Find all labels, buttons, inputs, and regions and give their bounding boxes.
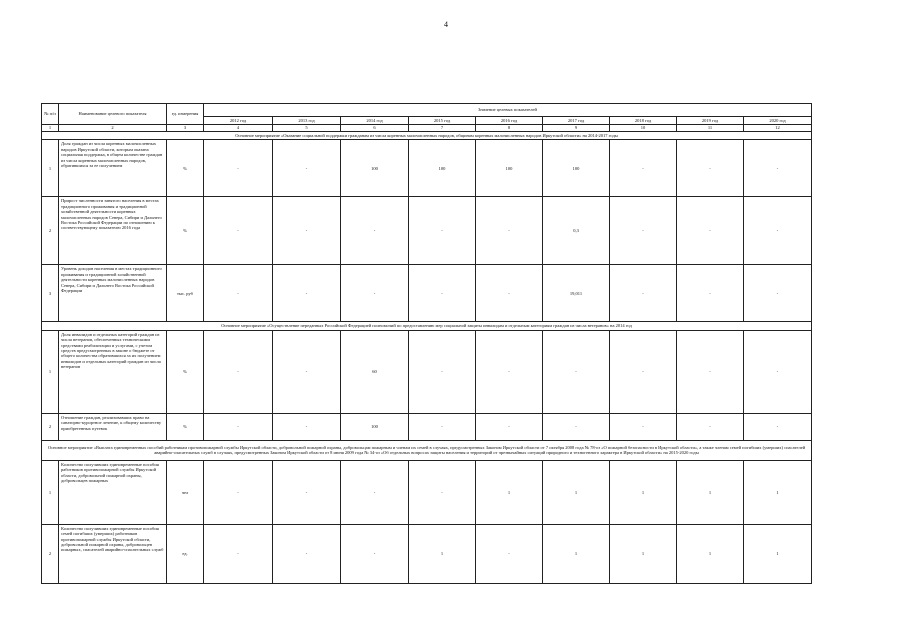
value-cell: - — [409, 413, 476, 440]
value-cell: - — [273, 140, 341, 197]
value-cell: 19,011 — [543, 265, 610, 322]
value-cell: - — [744, 265, 812, 322]
unit-cell: % — [167, 330, 204, 413]
column-number: 8 — [476, 125, 543, 132]
value-cell: - — [273, 197, 341, 265]
value-cell: - — [204, 413, 273, 440]
table-row — [42, 265, 812, 322]
value-cell: - — [204, 460, 273, 524]
year-header: 2013 год — [273, 117, 341, 125]
col-name-header: Наименование целевого показателя — [59, 104, 167, 125]
row-number: 1 — [42, 140, 59, 197]
column-number: 11 — [677, 125, 744, 132]
year-header: 2020 год — [744, 117, 812, 125]
row-number: 2 — [42, 197, 59, 265]
table-row — [42, 140, 812, 197]
value-cell: 100 — [476, 140, 543, 197]
row-number: 1 — [42, 330, 59, 413]
row-number: 1 — [42, 460, 59, 524]
table-row — [42, 330, 812, 413]
value-cell: - — [476, 413, 543, 440]
table-row — [42, 524, 812, 583]
value-cell: - — [204, 524, 273, 583]
value-cell: - — [610, 265, 677, 322]
table-row — [42, 413, 812, 440]
value-cell: - — [204, 140, 273, 197]
col-unit-header: ед. измерения — [167, 104, 204, 125]
unit-cell: % — [167, 197, 204, 265]
year-header: 2018 год — [610, 117, 677, 125]
value-cell: - — [543, 330, 610, 413]
value-cell: - — [610, 413, 677, 440]
value-cell: - — [610, 330, 677, 413]
value-cell: 1 — [744, 460, 812, 524]
value-cell: 1 — [677, 524, 744, 583]
page-number: 4 — [444, 20, 448, 29]
value-cell: - — [610, 197, 677, 265]
value-cell: - — [409, 265, 476, 322]
value-cell: - — [744, 413, 812, 440]
value-cell: 1 — [543, 460, 610, 524]
value-cell: - — [610, 140, 677, 197]
section-row — [42, 322, 812, 330]
section-title: Основное мероприятие «Выплата единовременных пособий работникам противопожарной службы Иркутской области, добровольной пожарной охраны, добровольцам пожарным и членам их семей в случаях, предусмотренных Законом Иркутской области от 7 октября 2008 года № 78-оз «О пожарной безопасности в Иркутской области», а также членам семей погибших (умерших) спасателей аварийно-спасательных служб в случаях, предусмотренных Законом Иркутской области от 8 июня 2009 года № 34-оз «Об отдельных вопросах защиты населения и территорий от чрезвычайных ситуаций природного и техногенного характера в Иркутской области» на 2015-2020 годы — [42, 440, 812, 460]
year-header: 2016 год — [476, 117, 543, 125]
value-cell: - — [409, 330, 476, 413]
section-title: Основное мероприятие «Осуществление переданных Российской Федерацией полномочий по предоставлению мер социальной защиты инвалидам и отдельным категориям граждан из числа ветеранов» на 2014 год — [42, 322, 812, 330]
value-cell: 100 — [341, 140, 409, 197]
indicator-name: Количество получивших единовременные пособия семей погибших (умерших) работников противопожарной службы Иркутской области, добровольной пожарной охраны, добровольцев пожарных, спасателей аварийно-спасательных служб — [59, 524, 167, 583]
value-cell: - — [409, 197, 476, 265]
value-cell: - — [204, 330, 273, 413]
value-cell: - — [744, 330, 812, 413]
row-number: 2 — [42, 413, 59, 440]
value-cell: - — [476, 265, 543, 322]
value-cell: - — [677, 265, 744, 322]
value-cell: - — [744, 197, 812, 265]
indicator-name: Доля граждан из числа коренных малочисленных народов Иркутской области, которым оказана социальная поддержка, в общем количестве граждан из числа коренных малочисленных народов, обратившихся за ее получением — [59, 140, 167, 197]
indicators-table — [41, 103, 812, 584]
column-number: 3 — [167, 125, 204, 132]
indicator-name: Отношение граждан, реализовавших право на санаторно-курортное лечение, к общему количеству приобретенных путевок — [59, 413, 167, 440]
indicator-name: Количество получивших единовременные пособия работников противопожарной службы Иркутской области, добровольной пожарной охраны, добровольцев пожарных — [59, 460, 167, 524]
unit-cell: % — [167, 413, 204, 440]
col-values-header: Значение целевых показателей — [204, 104, 812, 117]
year-header: 2019 год — [677, 117, 744, 125]
year-header: 2015 год — [409, 117, 476, 125]
table-row — [42, 197, 812, 265]
column-number: 9 — [543, 125, 610, 132]
value-cell: - — [476, 330, 543, 413]
value-cell: - — [744, 140, 812, 197]
unit-cell: % — [167, 140, 204, 197]
column-number: 1 — [42, 125, 59, 132]
section-row — [42, 132, 812, 140]
column-number: 7 — [409, 125, 476, 132]
value-cell: 1 — [476, 460, 543, 524]
value-cell: - — [341, 460, 409, 524]
value-cell: - — [273, 413, 341, 440]
value-cell: - — [677, 140, 744, 197]
value-cell: - — [273, 524, 341, 583]
column-number: 6 — [341, 125, 409, 132]
value-cell: 1 — [744, 524, 812, 583]
value-cell: - — [476, 197, 543, 265]
col-num-header: № п/п — [42, 104, 59, 125]
section-title: Основное мероприятие «Оказание социальной поддержки гражданам из числа коренных малочисленных народов, общинам коренных малочисленных народов Иркутской области» на 2014-2017 годы — [42, 132, 812, 140]
value-cell: - — [273, 460, 341, 524]
value-cell: - — [677, 330, 744, 413]
indicator-name: Уровень доходов населения в местах традиционного проживания и традиционной хозяйственной деятельности коренных малочисленных народов Севера, Сибири и Дальнего Востока Российской Федерации — [59, 265, 167, 322]
value-cell: - — [341, 524, 409, 583]
year-header: 2014 год — [341, 117, 409, 125]
row-number: 3 — [42, 265, 59, 322]
value-cell: 100 — [543, 140, 610, 197]
year-header: 2012 год — [204, 117, 273, 125]
value-cell: 1 — [543, 524, 610, 583]
unit-cell: чел — [167, 460, 204, 524]
value-cell: 60 — [341, 330, 409, 413]
unit-cell: ед. — [167, 524, 204, 583]
value-cell: 1 — [610, 460, 677, 524]
value-cell: 100 — [409, 140, 476, 197]
value-cell: - — [273, 265, 341, 322]
value-cell: 0,3 — [543, 197, 610, 265]
column-number: 10 — [610, 125, 677, 132]
value-cell: - — [677, 197, 744, 265]
column-numbers-row — [42, 125, 812, 132]
indicator-name: Доля инвалидов и отдельных категорий граждан из числа ветеранов, обеспеченных техническими средствами реабилитации и услугами, с учетом средств предусмотренных в законе о бюджете от общего количества обратившихся за их получением инвалидов и отдельных категорий граждан из числа ветеранов — [59, 330, 167, 413]
header-row — [42, 104, 812, 117]
value-cell: - — [273, 330, 341, 413]
year-header: 2017 год — [543, 117, 610, 125]
value-cell: 1 — [409, 524, 476, 583]
value-cell: 1 — [677, 460, 744, 524]
column-number: 4 — [204, 125, 273, 132]
unit-cell: тыс. руб — [167, 265, 204, 322]
table-row — [42, 460, 812, 524]
value-cell: 100 — [341, 413, 409, 440]
value-cell: - — [204, 197, 273, 265]
value-cell: - — [476, 524, 543, 583]
value-cell: - — [204, 265, 273, 322]
column-number: 12 — [744, 125, 812, 132]
indicator-name: Прирост численности занятого населения в местах традиционного проживания и традиционной хозяйственной деятельности коренных малочисленных народов Севера, Сибири и Дальнего Востока Российской Федерации по отношению к соответствующему показателю 2016 года — [59, 197, 167, 265]
value-cell: - — [341, 197, 409, 265]
value-cell: - — [677, 413, 744, 440]
value-cell: - — [543, 413, 610, 440]
value-cell: 1 — [610, 524, 677, 583]
column-number: 2 — [59, 125, 167, 132]
row-number: 2 — [42, 524, 59, 583]
column-number: 5 — [273, 125, 341, 132]
value-cell: - — [341, 265, 409, 322]
value-cell: - — [409, 460, 476, 524]
section-row — [42, 440, 812, 460]
